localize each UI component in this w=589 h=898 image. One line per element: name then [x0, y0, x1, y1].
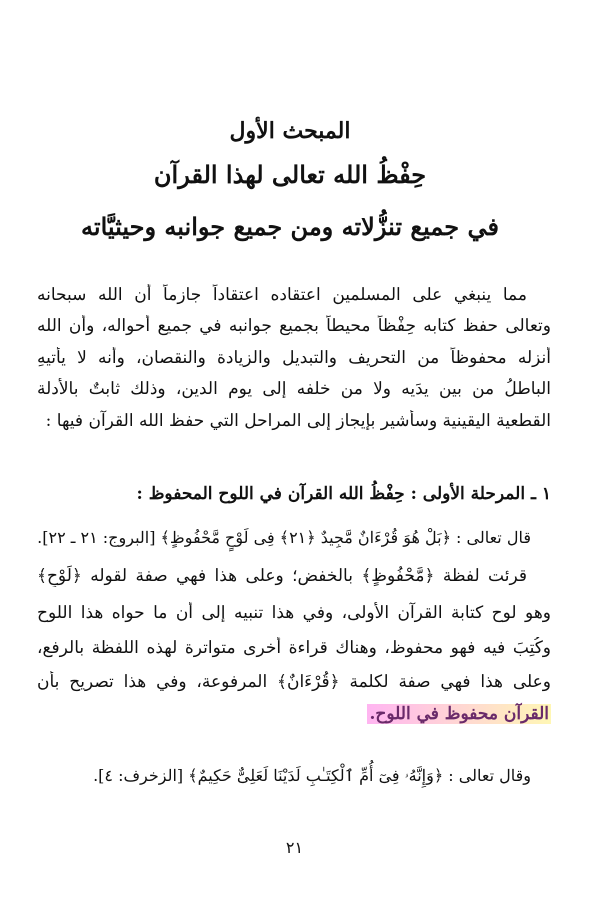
intro-paragraph-line: وتعالى حفظ كتابه حِفْظاً محيطاً بجميع جوانبه في جميع أحواله، وأن الله	[37, 316, 551, 336]
intro-paragraph-line: مما ينبغي على المسلمين اعتقاده اعتقاداً جازماً أن الله سبحانه	[37, 285, 527, 305]
intro-paragraph-line: الباطلُ من بين يدَيه ولا من خلفه إلى يوم الدين، وذلك ثابتٌ بالأدلة	[37, 379, 551, 399]
quranic-quote: وقال تعالى : ﴿وَإِنَّهُۥ فِىٓ أُمِّ ٱلْكِتَـٰبِ لَدَيْنَا لَعَلِىٌّ حَكِيمٌ﴾ [الزخرف: ٤].	[93, 766, 531, 785]
section-paragraph-line: قرئت لفظة ﴿مَّحْفُوظٍ﴾ بالخفض؛ وعلى هذا فهي صفة لقوله ﴿لَوْحٍ﴾	[37, 566, 527, 586]
chapter-subtitle-2: في جميع تنزُّلاته ومن جميع جوانبه وحيثيَّاته	[81, 212, 499, 241]
section-paragraph-line: وكُتِبَ فيه فهو محفوظ، وهناك قراءة أخرى متواترة لهذه اللفظة بالرفع،	[37, 638, 551, 658]
intro-paragraph-line: القطعية اليقينية وسأشير بإيجاز إلى المراحل التي حفظ الله القرآن فيها :	[45, 411, 551, 431]
chapter-subtitle: حِفْظُ الله تعالى لهذا القرآن	[153, 160, 427, 189]
page-number: ٢١	[285, 838, 304, 857]
highlighted-sentence	[367, 704, 551, 724]
section-paragraph-line: وهو لوح كتابة القرآن الأولى، وفي هذا تنبيه إلى أن ما حواه هذا اللوح	[37, 603, 551, 623]
intro-paragraph-line: أنزله محفوظاً من التحريف والتبديل والزيادة والنقصان، وأنه لا يأتيهِ	[37, 348, 551, 368]
section-heading: ١ ـ المرحلة الأولى : حِفْظُ الله القرآن في اللوح المحفوظ :	[136, 484, 551, 504]
quranic-quote: قال تعالى : ﴿بَلْ هُوَ قُرْءَانٌ مَّجِيدٌ ﴿٢١﴾ فِى لَوْحٍ مَّحْفُوظٍ﴾ [البروج: ٢١ ـ ٢٢].	[37, 528, 531, 547]
highlighted-text: القرآن محفوظ في اللوح.	[369, 704, 549, 724]
section-paragraph-line: وعلى هذا فهي صفة لكلمة ﴿قُرْءَانٌ﴾ المرفوعة، وفي هذا تصريح بأن	[37, 672, 551, 692]
chapter-title: المبحث الأول	[229, 118, 351, 144]
